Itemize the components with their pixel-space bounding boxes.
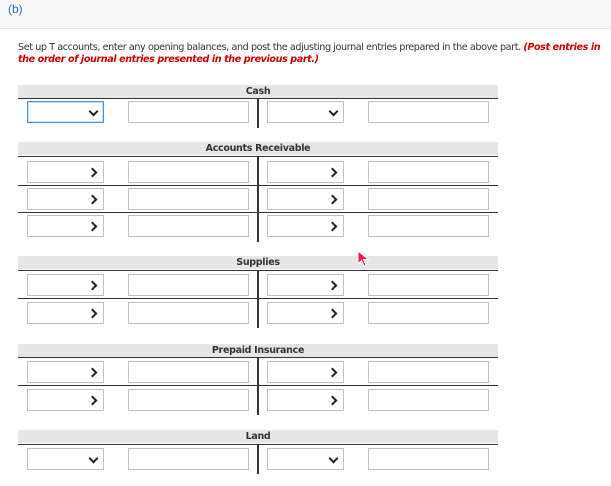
credit-amount-input[interactable] [368, 389, 489, 411]
chevron-right-icon [328, 368, 338, 378]
debit-amount-input[interactable] [128, 302, 249, 324]
credit-account-select[interactable] [267, 302, 344, 324]
debit-amount-input[interactable] [128, 161, 249, 183]
debit-account-select[interactable] [27, 361, 104, 383]
credit-account-select[interactable] [267, 188, 344, 210]
debit-account-select[interactable] [27, 101, 104, 123]
chevron-down-icon [329, 107, 339, 117]
chevron-down-icon [89, 454, 99, 464]
debit-account-select[interactable] [27, 161, 104, 183]
credit-amount-input[interactable] [368, 302, 489, 324]
credit-account-select[interactable] [267, 274, 344, 296]
chevron-down-icon [89, 107, 99, 117]
t-account-divider [257, 156, 259, 242]
credit-amount-input[interactable] [368, 101, 489, 123]
debit-account-select[interactable] [27, 188, 104, 210]
account-title: Prepaid Insurance [18, 344, 498, 357]
credit-amount-input[interactable] [368, 274, 489, 296]
debit-account-select[interactable] [27, 389, 104, 411]
chevron-right-icon [88, 309, 98, 319]
credit-account-select[interactable] [267, 161, 344, 183]
credit-amount-input[interactable] [368, 448, 489, 470]
t-account-divider [257, 98, 259, 128]
chevron-right-icon [88, 168, 98, 178]
chevron-right-icon [328, 396, 338, 406]
account-title: Land [18, 430, 498, 443]
instructions [18, 42, 606, 66]
account-title: Accounts Receivable [18, 142, 498, 155]
instructions-note: (Post entries in the order of journal entries presented in the previous part.) [18, 42, 601, 65]
chevron-right-icon [328, 168, 338, 178]
t-account-divider [257, 357, 259, 415]
chevron-right-icon [328, 222, 338, 232]
account-title: Supplies [18, 256, 498, 269]
debit-amount-input[interactable] [128, 361, 249, 383]
credit-amount-input[interactable] [368, 215, 489, 237]
chevron-right-icon [88, 396, 98, 406]
debit-amount-input[interactable] [128, 448, 249, 470]
debit-account-select[interactable] [27, 274, 104, 296]
credit-account-select[interactable] [267, 361, 344, 383]
chevron-down-icon [329, 454, 339, 464]
part-label: (b) [8, 2, 23, 16]
credit-account-select[interactable] [267, 389, 344, 411]
account-title: Cash [18, 85, 498, 98]
credit-account-select[interactable] [267, 215, 344, 237]
debit-amount-input[interactable] [128, 215, 249, 237]
chevron-right-icon [88, 222, 98, 232]
part-header [0, 0, 611, 29]
chevron-right-icon [88, 368, 98, 378]
debit-account-select[interactable] [27, 302, 104, 324]
chevron-right-icon [328, 281, 338, 291]
credit-amount-input[interactable] [368, 161, 489, 183]
debit-amount-input[interactable] [128, 101, 249, 123]
instructions-text: Set up T accounts, enter any opening balances, and post the adjusting journal entries prepared in the above part. [18, 42, 521, 53]
credit-account-select[interactable] [267, 101, 344, 123]
debit-amount-input[interactable] [128, 188, 249, 210]
mouse-pointer-icon [357, 250, 371, 268]
chevron-right-icon [328, 309, 338, 319]
chevron-right-icon [88, 195, 98, 205]
t-account-divider [257, 270, 259, 328]
debit-amount-input[interactable] [128, 274, 249, 296]
debit-amount-input[interactable] [128, 389, 249, 411]
chevron-right-icon [88, 281, 98, 291]
credit-amount-input[interactable] [368, 361, 489, 383]
debit-account-select[interactable] [27, 448, 104, 470]
debit-account-select[interactable] [27, 215, 104, 237]
credit-amount-input[interactable] [368, 188, 489, 210]
credit-account-select[interactable] [267, 448, 344, 470]
t-account-divider [257, 444, 259, 474]
chevron-right-icon [328, 195, 338, 205]
